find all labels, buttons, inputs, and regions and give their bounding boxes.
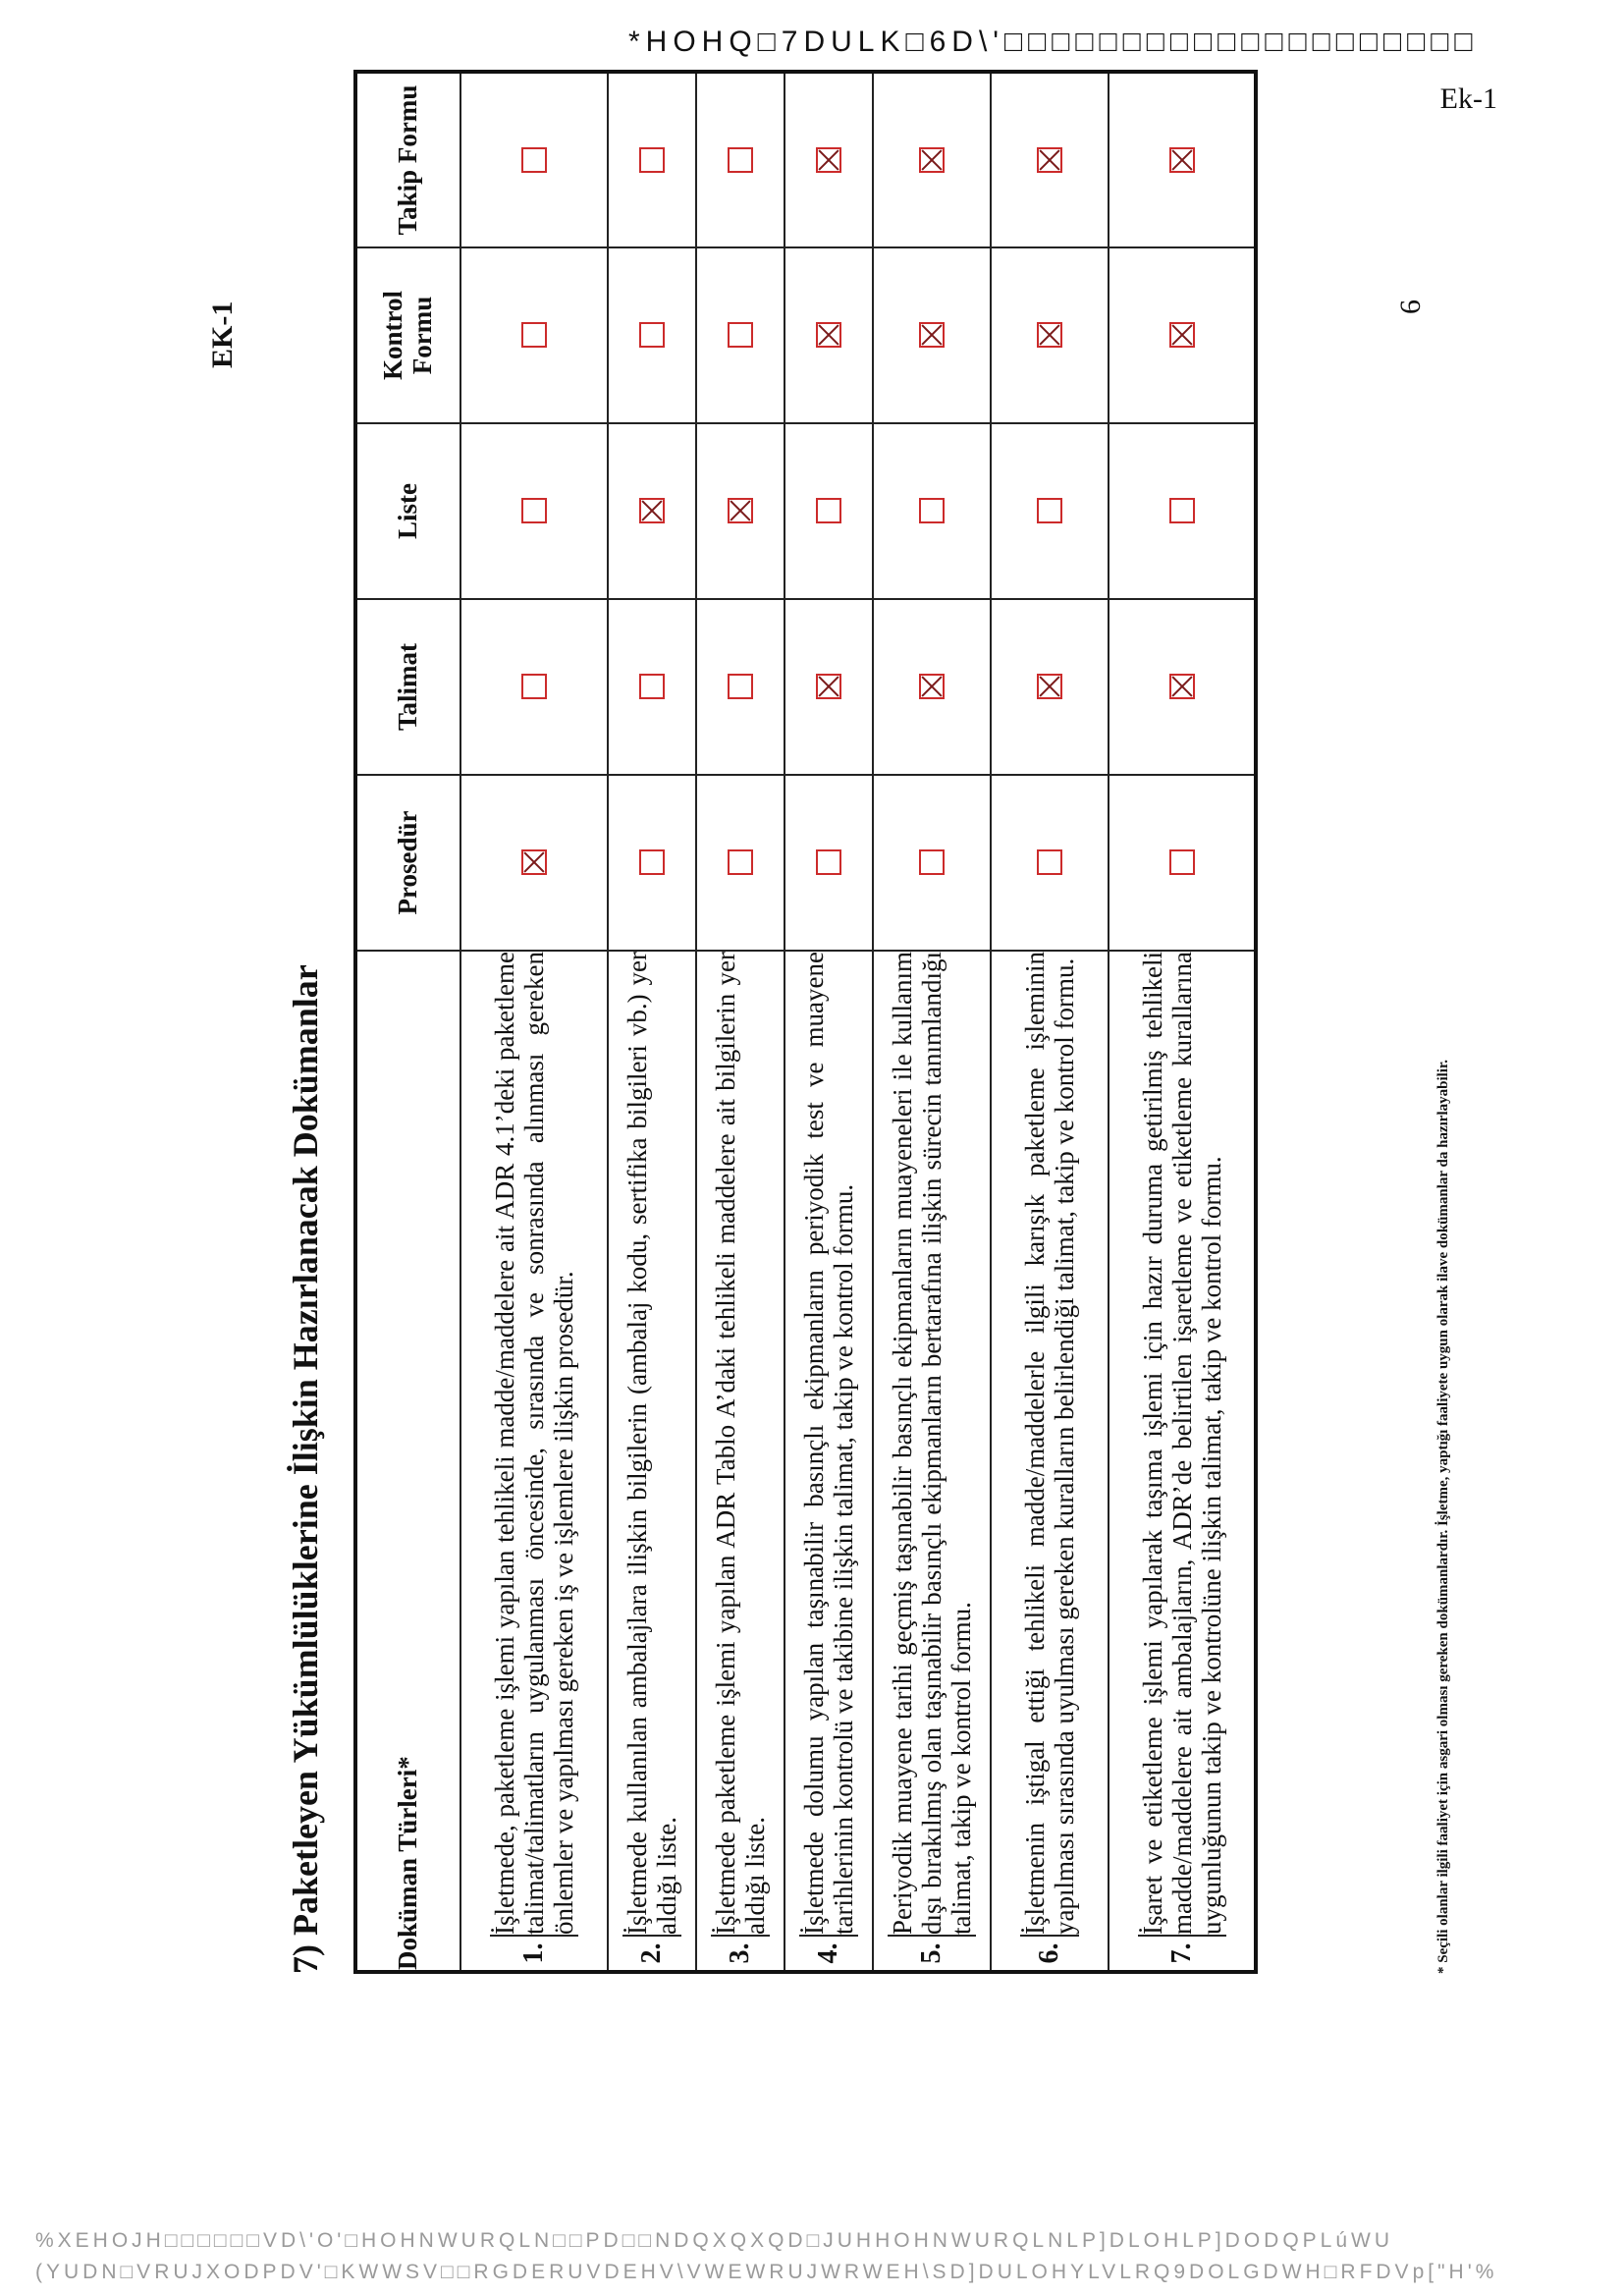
cell-instruction [696, 599, 784, 775]
document-type-cell [991, 951, 1109, 1972]
cell-control-form [696, 247, 784, 423]
section-title: 7) Paketleyen Yükümlülüklerine İlişkin Hazırlanacak Dokümanlar [286, 964, 325, 1974]
page-number: 6 [1394, 300, 1427, 314]
cell-control-form [608, 247, 696, 423]
footnote: * Seçili olanlar ilgili faaliyet için asgari olması gereken dokümanlardır. İşletme, yaptığı faaliyete uygun olarak ilave dokümanlar da hazırlayabilir. [1435, 1059, 1451, 1974]
row-number: 4. [799, 1936, 858, 1970]
cell-control-form [873, 247, 991, 423]
unchecked-checkbox-icon [919, 850, 945, 876]
unchecked-checkbox-icon [521, 675, 547, 700]
cell-instruction [1109, 599, 1256, 775]
annex-label: Ek-1 [1439, 82, 1497, 115]
cell-list [460, 423, 608, 599]
unchecked-checkbox-icon [639, 850, 665, 876]
checked-checkbox-icon [1169, 675, 1195, 700]
unchecked-checkbox-icon [728, 850, 753, 876]
row-number: 2. [622, 1936, 681, 1970]
row-description: İşletmede dolumu yapılan taşınabilir basınçlı ekipmanların periyodik test ve muayene tarihlerinin kontrolü ve takibine ilişkin talimat, takip ve kontrol formu. [799, 952, 858, 1935]
cell-control-form [991, 247, 1109, 423]
document-type-cell [873, 951, 991, 1972]
table-row [460, 72, 608, 1972]
footer-signature-line-1: %XEHOJH□□□□□□VD\'O'□HOHNWURQLN□□PD□□NDQXQXQD□JUHHOHNWURQLNLP]DLOHLP]DODQPLúWU [35, 2229, 1393, 2252]
cell-procedure [696, 775, 784, 951]
cell-procedure [873, 775, 991, 951]
table-header-row [355, 72, 460, 1972]
unchecked-checkbox-icon [521, 147, 547, 173]
cell-tracking-form [696, 72, 784, 247]
checked-checkbox-icon [1169, 323, 1195, 349]
cell-instruction [608, 599, 696, 775]
cell-control-form [784, 247, 873, 423]
unchecked-checkbox-icon [639, 147, 665, 173]
checked-checkbox-icon [919, 147, 945, 173]
row-number: 6. [1020, 1936, 1079, 1970]
document-type-cell [460, 951, 608, 1972]
checked-checkbox-icon [1037, 323, 1062, 349]
cell-control-form [1109, 247, 1256, 423]
footer-signature-line-2: (YUDN□VRUJXODPDV'□KWWSV□□RGDERUVDEHV\VWEWRUJWRWEH\SD]DULOHYLVLRQ9DOLGDWH□RFDVp["H'% [35, 2261, 1498, 2283]
annex-side-label: EK-1 [206, 301, 239, 368]
cell-list [1109, 423, 1256, 599]
table-row [873, 72, 991, 1972]
header-procedure: Prosedür [355, 775, 460, 951]
unchecked-checkbox-icon [816, 850, 841, 876]
cell-instruction [784, 599, 873, 775]
row-description: İşletmede kullanılan ambalajlara ilişkin bilgilerin (ambalaj kodu, sertifika bilgileri vb.) yer aldığı liste. [622, 952, 681, 1935]
cell-procedure [784, 775, 873, 951]
checked-checkbox-icon [728, 499, 753, 524]
unchecked-checkbox-icon [1037, 850, 1062, 876]
cell-tracking-form [608, 72, 696, 247]
document-type-cell [784, 951, 873, 1972]
checked-checkbox-icon [1037, 675, 1062, 700]
unchecked-checkbox-icon [639, 675, 665, 700]
cell-control-form [460, 247, 608, 423]
unchecked-checkbox-icon [1037, 499, 1062, 524]
unchecked-checkbox-icon [521, 499, 547, 524]
checked-checkbox-icon [816, 675, 841, 700]
page-header-text: *HOHQ□7DULK□6D\'□□□□□□□□□□□□□□□□□□□□ [628, 26, 1479, 58]
row-description: İşletmenin iştigal ettiği tehlikeli madde/maddelerle ilgili karışık paketleme işleminin yapılması sırasında uyulması gereken kuralların belirlendiği talimat, takip ve kontrol formu. [1020, 952, 1079, 1935]
checked-checkbox-icon [1169, 147, 1195, 173]
rotated-page-content [177, 84, 1453, 2111]
cell-instruction [873, 599, 991, 775]
document-type-cell [608, 951, 696, 1972]
header-document-types: Doküman Türleri* [355, 951, 460, 1972]
unchecked-checkbox-icon [728, 675, 753, 700]
cell-tracking-form [460, 72, 608, 247]
table-row [784, 72, 873, 1972]
checked-checkbox-icon [521, 850, 547, 876]
row-number: 5. [888, 1936, 976, 1970]
header-tracking-form: Takip Formu [355, 72, 460, 247]
cell-list [873, 423, 991, 599]
unchecked-checkbox-icon [521, 323, 547, 349]
row-description: İşletmede paketleme işlemi yapılan ADR Tablo A’daki tehlikeli maddelere ait bilgilerin yer aldığı liste. [711, 952, 770, 1935]
table-row [608, 72, 696, 1972]
checked-checkbox-icon [816, 147, 841, 173]
cell-instruction [991, 599, 1109, 775]
cell-tracking-form [991, 72, 1109, 247]
checked-checkbox-icon [1037, 147, 1062, 173]
header-instruction: Talimat [355, 599, 460, 775]
checked-checkbox-icon [816, 323, 841, 349]
cell-instruction [460, 599, 608, 775]
table-row [696, 72, 784, 1972]
cell-procedure [608, 775, 696, 951]
cell-procedure [991, 775, 1109, 951]
document-type-cell [1109, 951, 1256, 1972]
unchecked-checkbox-icon [728, 323, 753, 349]
row-number: 7. [1138, 1936, 1226, 1970]
cell-list [608, 423, 696, 599]
document-type-cell [696, 951, 784, 1972]
cell-procedure [460, 775, 608, 951]
row-description: İşaret ve etiketleme işlemi yapılarak taşıma işlemi için hazır duruma getirilmiş tehlikeli madde/maddelere ait ambalajların, ADR’de belirtilen işaretleme ve etiketleme kurallarına uygunluğunun takip ve kontrolüne ilişkin talimat, takip ve kontrol formu. [1137, 952, 1226, 1935]
unchecked-checkbox-icon [816, 499, 841, 524]
header-control-form: Kontrol Formu [355, 247, 460, 423]
unchecked-checkbox-icon [728, 147, 753, 173]
row-description: İşletmede, paketleme işlemi yapılan tehlikeli madde/maddelere ait ADR 4.1’deki paketleme talimat/talimatların uygulanması öncesinde, sırasında ve sonrasında alınması gereken önlemler ve yapılması gereken iş ve işlemlere ilişkin prosedür. [490, 952, 578, 1935]
unchecked-checkbox-icon [1169, 499, 1195, 524]
row-number: 1. [490, 1936, 578, 1970]
table-row [1109, 72, 1256, 1972]
cell-tracking-form [1109, 72, 1256, 247]
cell-list [991, 423, 1109, 599]
row-number: 3. [711, 1936, 770, 1970]
unchecked-checkbox-icon [639, 323, 665, 349]
cell-tracking-form [784, 72, 873, 247]
checked-checkbox-icon [919, 675, 945, 700]
cell-list [784, 423, 873, 599]
table-row [991, 72, 1109, 1972]
cell-procedure [1109, 775, 1256, 951]
documents-table [353, 70, 1258, 1974]
checked-checkbox-icon [919, 323, 945, 349]
header-list: Liste [355, 423, 460, 599]
cell-list [696, 423, 784, 599]
row-description: Periyodik muayene tarihi geçmiş taşınabilir basınçlı ekipmanların muayeneleri ile kullanım dışı bırakılmış olan taşınabilir basınçlı ekipmanların bertarafına ilişkin sürecin tanımlandığı talimat, takip ve kontrol formu. [888, 952, 976, 1935]
unchecked-checkbox-icon [919, 499, 945, 524]
checked-checkbox-icon [639, 499, 665, 524]
cell-tracking-form [873, 72, 991, 247]
unchecked-checkbox-icon [1169, 850, 1195, 876]
